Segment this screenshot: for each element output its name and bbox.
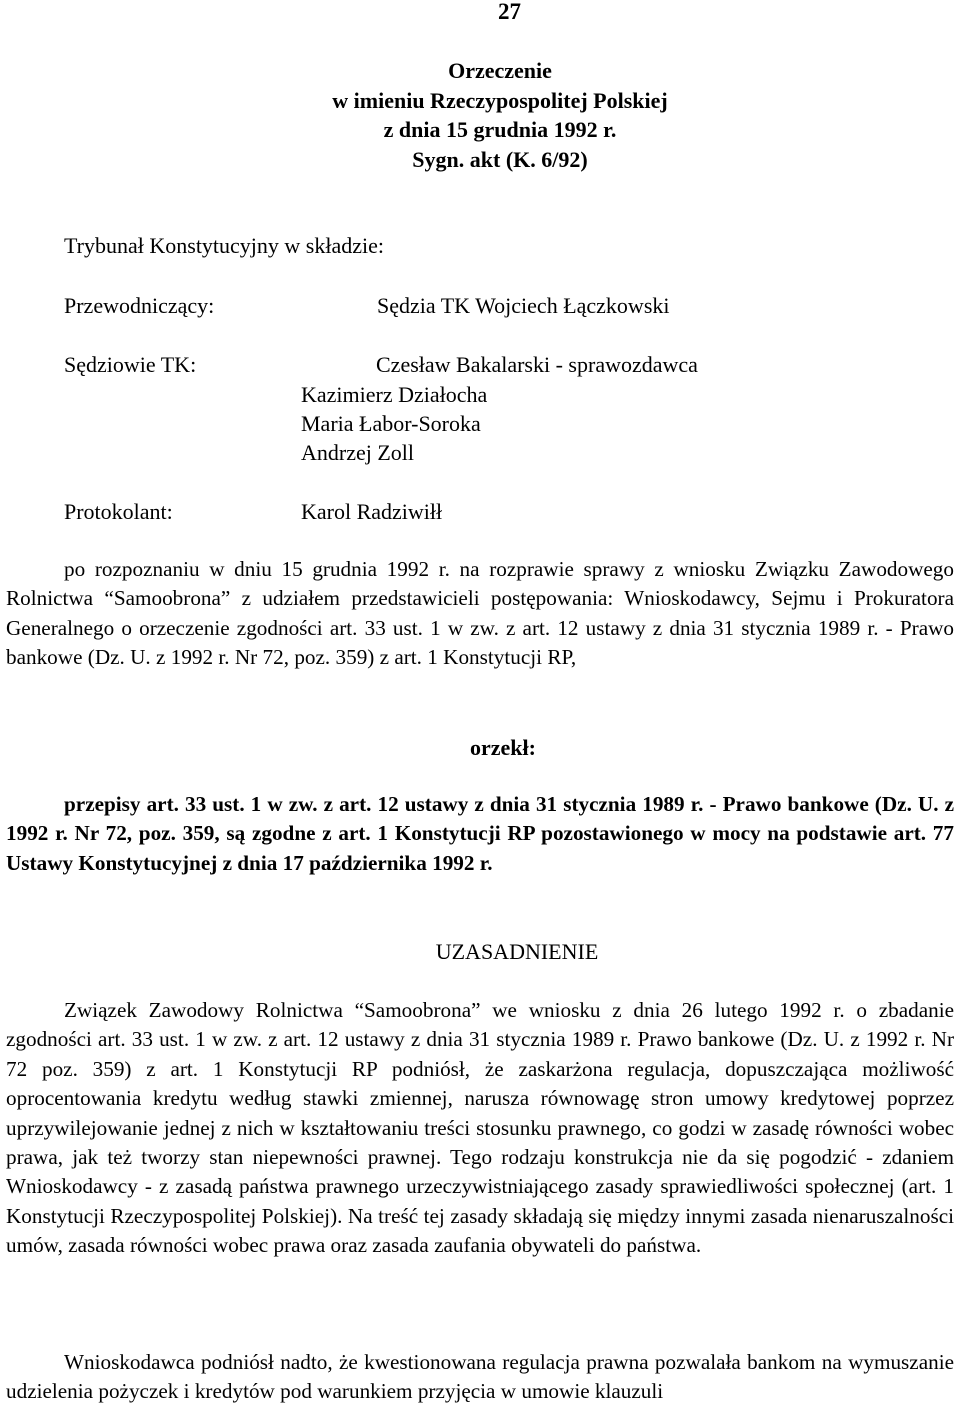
header-case-number: Sygn. akt (K. 6/92) (412, 146, 588, 172)
ruling-heading: orzekł: (470, 735, 536, 760)
judge-name: Czesław Bakalarski - sprawozdawca (376, 352, 698, 377)
clerk-name: Karol Radziwiłł (301, 499, 443, 524)
justification-heading-text: UZASADNIENIE (435, 939, 599, 964)
chair-label: Przewodniczący: (64, 293, 215, 318)
judgment-header (0, 56, 960, 174)
tribunal-composition-title: Trybunał Konstytucyjny w składzie: (64, 233, 384, 258)
justification-heading (0, 939, 960, 965)
intro-paragraph: po rozpoznaniu w dniu 15 grudnia 1992 r. na rozprawie sprawy z wniosku Związku Zawodowego Rolnictwa “Samoobrona” z udziałem przedstawicieli postępowania: Wnioskodawcy, Sejmu i Prokuratora Generalnego o orzeczenie zgodności art. 33 ust. 1 w zw. z art. 12 ustawy z dnia 31 stycznia 1989 r. - Prawo bankowe (Dz. U. z 1992 r. Nr 72, poz. 359) z art. 1 Konstytucji RP, (6, 557, 954, 670)
header-title: Orzeczenie (448, 58, 552, 83)
page-number: 27 (498, 0, 521, 24)
judge-name: Maria Łabor-Soroka (301, 411, 481, 436)
judge-name: Andrzej Zoll (301, 440, 415, 465)
justification-paragraph-1: Związek Zawodowy Rolnictwa “Samoobrona” we wniosku z dnia 26 lutego 1992 r. o zbadanie zgodności art. 33 ust. 1 w zw. z art. 12 ustawy z dnia 31 stycznia 1989 r. Prawo bankowe (Dz. U. z 1992 r. Nr 72 poz. 359) z art. 1 Konstytucji RP podniósł, że zaskarżona regulacja, dopuszczająca możliwość oprocentowania kredytu według stawki zmiennej, narusza równowagę stron umowy kredytowej poprzez uprzywilejowanie jednej z nich w kształtowaniu treści stosunku prawnego, co godzi w zasadę równości wobec prawa, jak też tworzy stan niepewności prawnej. Tego rodzaju konstrukcja nie da się pogodzić - zdaniem Wnioskodawcy - z zasadą państwa prawnego urzeczywistniającego zasady sprawiedliwości społecznej (art. 1 Konstytucji Rzeczypospolitej Polskiej). Na treść tej zasady składają się między innymi zasada nienaruszalności umów, zasada równości wobec prawa oraz zasada zaufania obywateli do państwa. (6, 998, 954, 1258)
clerk-label: Protokolant: (64, 499, 173, 524)
header-date: z dnia 15 grudnia 1992 r. (383, 117, 617, 142)
justification-paragraph-2: Wnioskodawca podniósł nadto, że kwestionowana regulacja prawna pozwalała bankom na wymuszanie udzielenia pożyczek i kredytów pod warunkiem przyjęcia w umowie klauzuli (6, 1350, 954, 1404)
header-subtitle: w imieniu Rzeczypospolitej Polskiej (332, 87, 668, 113)
chair-name: Sędzia TK Wojciech Łączkowski (377, 293, 670, 318)
judges-label: Sędziowie TK: (64, 352, 197, 377)
judge-name: Kazimierz Działocha (301, 382, 488, 407)
ruling-text: przepisy art. 33 ust. 1 w zw. z art. 12 ustawy z dnia 31 stycznia 1989 r. - Prawo bankowe (Dz. U. z 1992 r. Nr 72, poz. 359, są zgodne z art. 1 Konstytucji RP pozostawionego w mocy na podstawie art. 77 Ustawy Konstytucyjnej z dnia 17 października 1992 r. (6, 792, 954, 875)
